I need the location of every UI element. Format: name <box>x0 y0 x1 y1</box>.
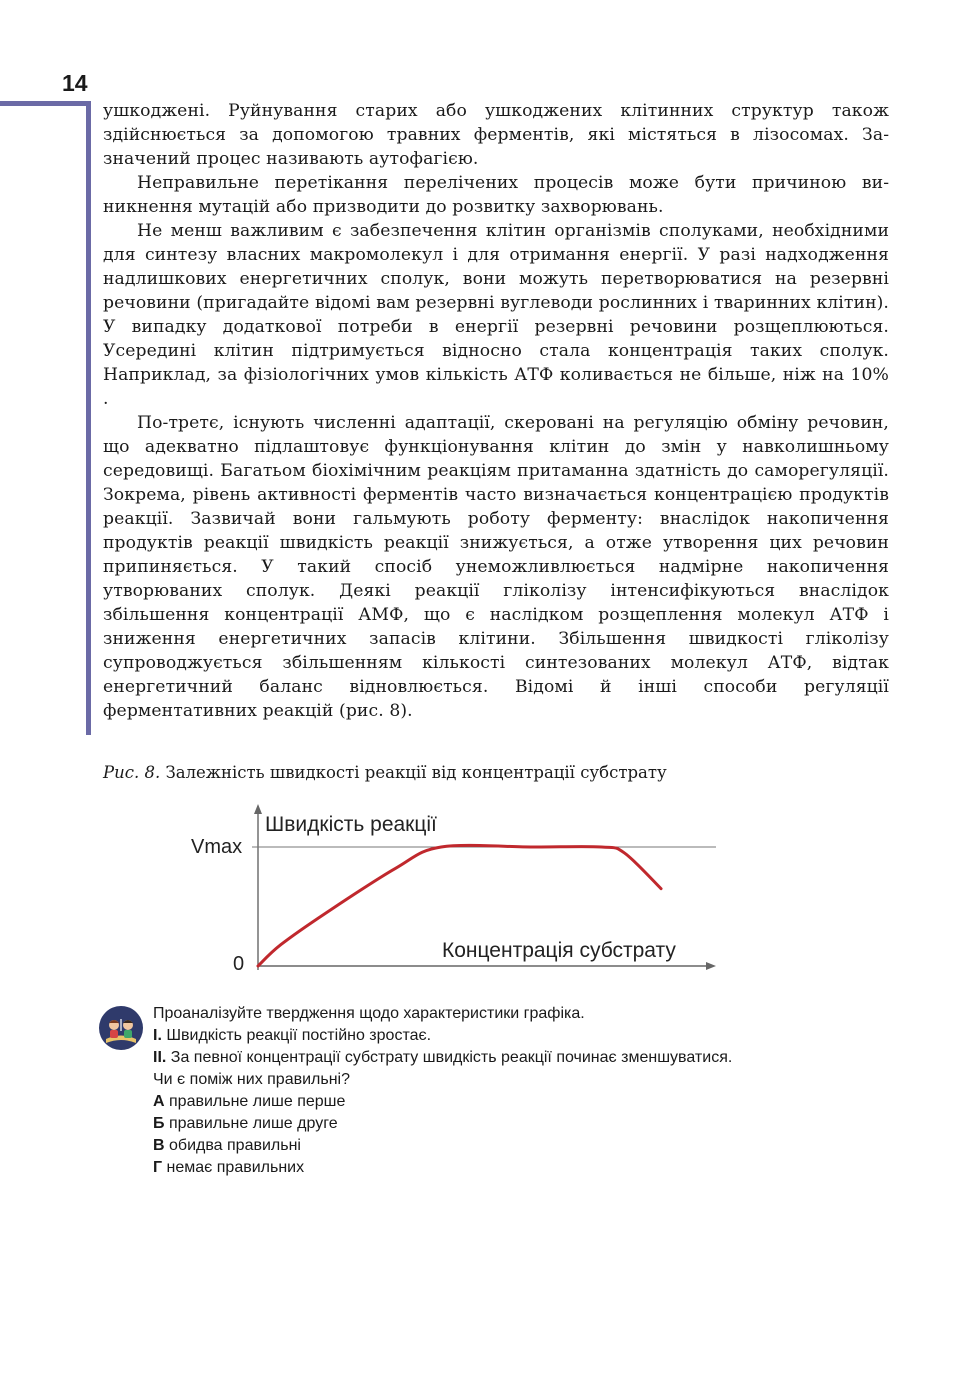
paragraph-1: ушкоджені. Руйнування старих або ушкоджених клітинних структур також здійснюється за допомогою травних ферментів, які містяться в лізосомах. Зазначений процес називають аутофагією. <box>103 101 889 169</box>
paragraph-2: Неправильне перетікання перелічених процесів може бути причиною виникнення мутацій або призводити до розвитку захворювань. <box>103 173 889 217</box>
figure-caption <box>103 762 903 784</box>
option-a[interactable] <box>153 1091 933 1113</box>
statement-1 <box>153 1025 933 1047</box>
option-text: правильне лише друге <box>164 1115 338 1132</box>
paragraph-3: Не менш важливим є забезпечення клітин організмів сполуками, необхідними для синтезу власних макромолекул і для отримання енергії. У разі надходження надлишкових енергетичних сполук, вони можуть перетворюватися на резервні речовини (пригадайте відомі вам резервні вуглеводи рослинних і тваринних клітин). У випадку додаткової потреби в енергії резервні речовини розщеплюються. Усередині клітин підтримується відносно стала концентрація таких сполук. Наприклад, за фізіологічних умов кількість АТФ коливається не більше, ніж на 10% . <box>103 221 889 409</box>
paragraph-4: По-третє, існують численні адаптації, скеровані на регуляцію обміну речовин, що адекватно підлаштовує функціонування клітин до змін у навколишньому середовищі. Багатьом біохімічним реакціям притаманна здатність до саморегуляції. Зокрема, рівень активності ферментів часто визначається концентрацією продуктів реакції. Зазвичай вони гальмують роботу ферменту: внаслідок накопичення продуктів реакції швидкість реакції знижується, а отже утворення цих речовин припиняється. У такий спосіб унеможливлюється надмірне накопичення утворюваних сполук. Деякі реакції гліколізу інтенсифікуються внаслідок збільшення концентрації АМФ, що є наслідком розщеплення молекул АТФ і зниження енергетичних запасів клітини. Збільшення швидкості гліколізу супроводжується збільшенням кількості синтезованих молекул АТФ, відтак енергетичний баланс відновлюється. Відомі й інші способи регуляції ферментативних реакцій (рис. 8). <box>103 413 889 721</box>
statement-2 <box>153 1047 933 1069</box>
page-number: 14 <box>62 70 88 96</box>
students-reading-icon <box>98 1005 144 1051</box>
task-intro: Проаналізуйте твердження щодо характеристики графіка. <box>153 1005 585 1022</box>
rate-vs-substrate-chart <box>180 800 740 985</box>
task-block <box>153 1003 933 1179</box>
statement-text: За певної концентрації субстрату швидкість реакції починає зменшуватися. <box>166 1049 733 1066</box>
chart-svg <box>180 800 740 985</box>
figure-caption-label: Рис. 8. <box>103 763 161 782</box>
option-letter: Г <box>153 1159 163 1176</box>
x-axis-label: Концентрація субстрату <box>442 939 676 962</box>
option-text: правильне лише перше <box>164 1093 346 1110</box>
body-text <box>103 99 889 723</box>
option-text: обидва правильні <box>164 1137 301 1154</box>
y-axis-arrow <box>254 804 262 814</box>
margin-bracket-line <box>86 101 91 735</box>
option-letter: В <box>153 1137 165 1154</box>
y-tick-vmax: Vmax <box>191 836 243 858</box>
y-axis-label: Швидкість реакції <box>265 813 437 836</box>
option-text: немає правильних <box>162 1159 305 1176</box>
option-d[interactable] <box>153 1157 933 1179</box>
option-b[interactable] <box>153 1113 933 1135</box>
figure-caption-text: Залежність швидкості реакції від концентрації субстрату <box>160 763 667 782</box>
x-axis-arrow <box>706 962 716 970</box>
statement-marker: I. <box>153 1027 162 1044</box>
statement-marker: II. <box>153 1049 167 1066</box>
margin-bracket <box>0 101 91 106</box>
y-tick-zero: 0 <box>233 953 245 975</box>
option-letter: А <box>153 1093 165 1110</box>
task-question: Чи є поміж них правильні? <box>153 1071 350 1088</box>
statement-text: Швидкість реакції постійно зростає. <box>161 1027 432 1044</box>
option-letter: Б <box>153 1115 165 1132</box>
option-c[interactable] <box>153 1135 933 1157</box>
